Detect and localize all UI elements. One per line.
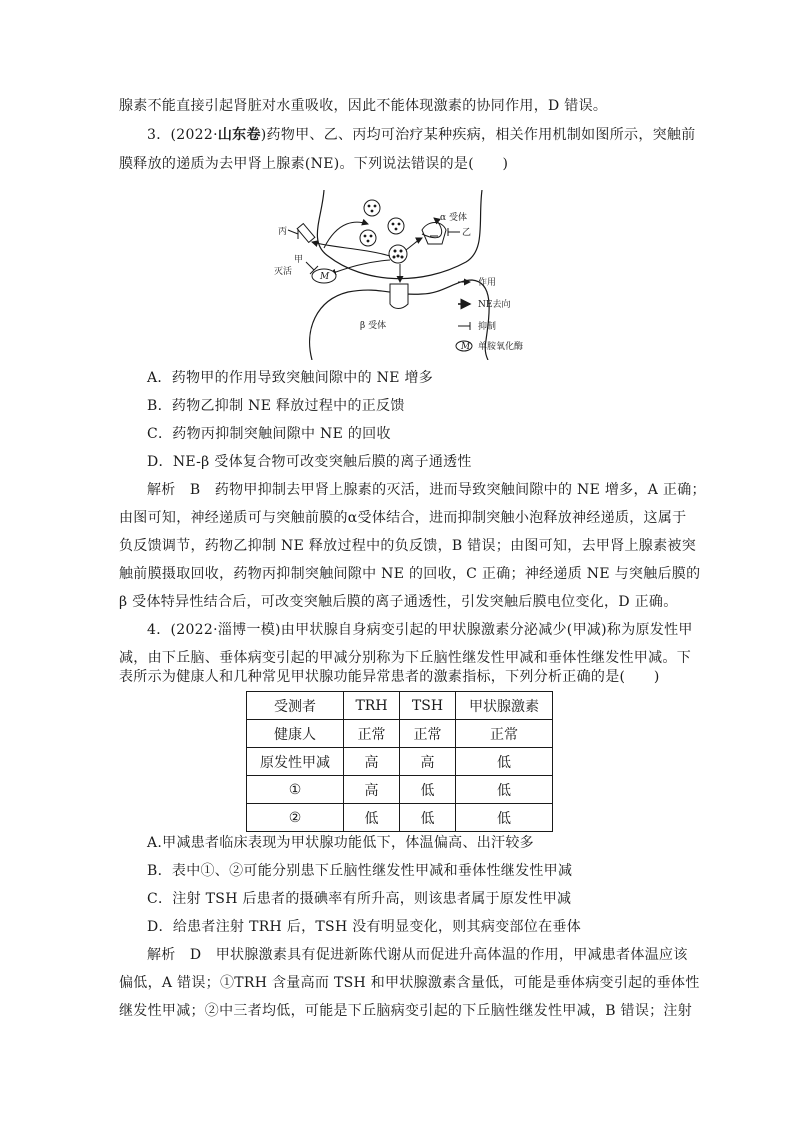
diagram-legend <box>456 276 523 352</box>
legend-mao-symbol: M <box>461 342 471 352</box>
question-3-stem-line1 <box>147 125 696 145</box>
table-cell: ② <box>247 804 344 832</box>
table-cell: 低 <box>344 804 400 832</box>
table-cell: 高 <box>400 748 456 776</box>
table-cell: 正常 <box>400 720 456 748</box>
table-cell: 低 <box>456 776 553 804</box>
table-row <box>247 776 553 804</box>
question-3-source: 山东卷 <box>217 127 261 143</box>
question-3-option-d: D．NE-β 受体复合物可改变突触后膜的离子通透性 <box>147 454 472 470</box>
question-4-option-c: C．注射 TSH 后患者的摄碘率有所升高，则该患者属于原发性甲减 <box>147 891 572 907</box>
vesicle-release-arrow <box>324 222 368 248</box>
question-3-number: 3．(2022· <box>147 127 218 143</box>
table-header-cell: TRH <box>344 692 400 720</box>
ne-transporter <box>297 224 315 243</box>
label-alpha-receptor: α 受体 <box>440 213 467 223</box>
question-4-stem-line2: 减，由下丘脑、垂体病变引起的甲减分别称为下丘脑性继发性甲减和垂体性继发性甲减。下 <box>119 650 691 666</box>
question-4-analysis-line3: 继发性甲减；②中三者均低，可能是下丘脑病变引起的下丘脑性继发性甲减，B 错误；注射 <box>119 1003 693 1019</box>
ne-cluster <box>389 245 407 263</box>
question-3-stem-text: )药物甲、乙、丙均可治疗某种疾病，相关作用机制如图所示，突触前 <box>260 127 696 143</box>
paragraph-continuation: 腺素不能直接引起肾脏对水重吸收，因此不能体现激素的协同作用，D 错误。 <box>119 98 608 114</box>
ne-inactivation-arrow <box>330 260 390 274</box>
question-4-option-a: A.甲减患者临床表现为甲状腺功能低下，体温偏高、出汗较多 <box>147 835 534 851</box>
table-cell: 高 <box>344 776 400 804</box>
table-cell: 低 <box>400 804 456 832</box>
alpha-receptor <box>422 223 446 245</box>
legend-mao: 单胺氧化酶 <box>478 342 524 352</box>
label-beta-receptor: β 受体 <box>360 321 387 331</box>
mao-symbol: M <box>320 272 330 282</box>
table-cell: 低 <box>456 748 553 776</box>
table-header-cell: 受测者 <box>247 692 344 720</box>
question-4-analysis-line1: 解析 D 甲状腺激素具有促进新陈代谢从而促进升高体温的作用，甲减患者体温应该 <box>147 947 688 963</box>
drug-bing-inhibit <box>288 229 298 239</box>
table-header-row <box>247 692 553 720</box>
label-miehuo: 灭活 <box>274 267 293 277</box>
question-3-analysis-line2: 由图可知，神经递质可与突触前膜的α受体结合，进而抑制突触小泡释放神经递质，这属于 <box>119 510 687 526</box>
question-3-stem-line2: 膜释放的递质为去甲肾上腺素(NE)。下列说法错误的是( ) <box>119 156 509 172</box>
question-3-analysis-line5: β 受体特异性结合后，可改变突触后膜的离子通透性，引发突触后膜电位变化，D 正确。 <box>119 594 678 610</box>
question-3-option-b: B．药物乙抑制 NE 释放过程中的正反馈 <box>147 398 405 414</box>
table-header-cell: TSH <box>400 692 456 720</box>
question-3-analysis-line4: 触前膜摄取回收，药物丙抑制突触间隙中 NE 的回收，C 正确；神经递质 NE 与突触后膜的 <box>119 566 701 582</box>
table-cell: 原发性甲减 <box>247 748 344 776</box>
table-header-cell: 甲状腺激素 <box>456 692 553 720</box>
hormone-table <box>246 691 553 832</box>
table-cell: 高 <box>344 748 400 776</box>
table-row <box>247 720 553 748</box>
label-jia: 甲 <box>294 255 304 265</box>
question-4-stem-line1: 4．(2022·淄博一模)由甲状腺自身病变引起的甲状腺激素分泌减少(甲减)称为原发性甲 <box>147 622 693 638</box>
question-3-analysis-line1: 解析 B 药物甲抑制去甲肾上腺素的灭活，进而导致突触间隙中的 NE 增多，A 正确； <box>147 482 706 498</box>
table-cell: 正常 <box>456 720 553 748</box>
question-4-option-b: B．表中①、②可能分别患下丘脑性继发性甲减和垂体性继发性甲减 <box>147 863 573 879</box>
legend-inhibit: 抑制 <box>478 322 497 332</box>
ne-to-alpha-arrow <box>406 238 422 250</box>
beta-receptor <box>390 284 408 309</box>
question-4-analysis-line2: 偏低，A 错误；①TRH 含量高而 TSH 和甲状腺激素含量低，可能是垂体病变引起的垂体性 <box>119 975 700 991</box>
label-yi: 乙 <box>462 228 472 238</box>
question-4-stem-line3: 表所示为健康人和几种常见甲状腺功能异常患者的激素指标，下列分析正确的是( ) <box>119 669 660 685</box>
question-3-option-a: A．药物甲的作用导致突触间隙中的 NE 增多 <box>147 370 434 386</box>
table-row <box>247 748 553 776</box>
question-4-option-d: D．给患者注射 TRH 后，TSH 没有明显变化，则其病变部位在垂体 <box>147 919 581 935</box>
table-cell: 低 <box>400 776 456 804</box>
table-cell: 正常 <box>344 720 400 748</box>
table-row <box>247 804 553 832</box>
legend-action: 作用 <box>478 278 497 288</box>
drug-yi-inhibit <box>448 228 460 236</box>
question-3-analysis-line3: 负反馈调节，药物乙抑制 NE 释放过程中的负反馈，B 错误；由图可知，去甲肾上腺素被突 <box>119 538 697 554</box>
synaptic-vesicle <box>360 200 404 246</box>
legend-ne-direction: NE去向 <box>478 300 511 310</box>
table-cell: 健康人 <box>247 720 344 748</box>
synapse-diagram <box>272 190 572 360</box>
question-3-option-c: C．药物丙抑制突触间隙中 NE 的回收 <box>147 426 391 442</box>
table-cell: 低 <box>456 804 553 832</box>
label-bing: 丙 <box>278 227 288 237</box>
ne-reuptake-arrow <box>312 242 390 256</box>
table-cell: ① <box>247 776 344 804</box>
